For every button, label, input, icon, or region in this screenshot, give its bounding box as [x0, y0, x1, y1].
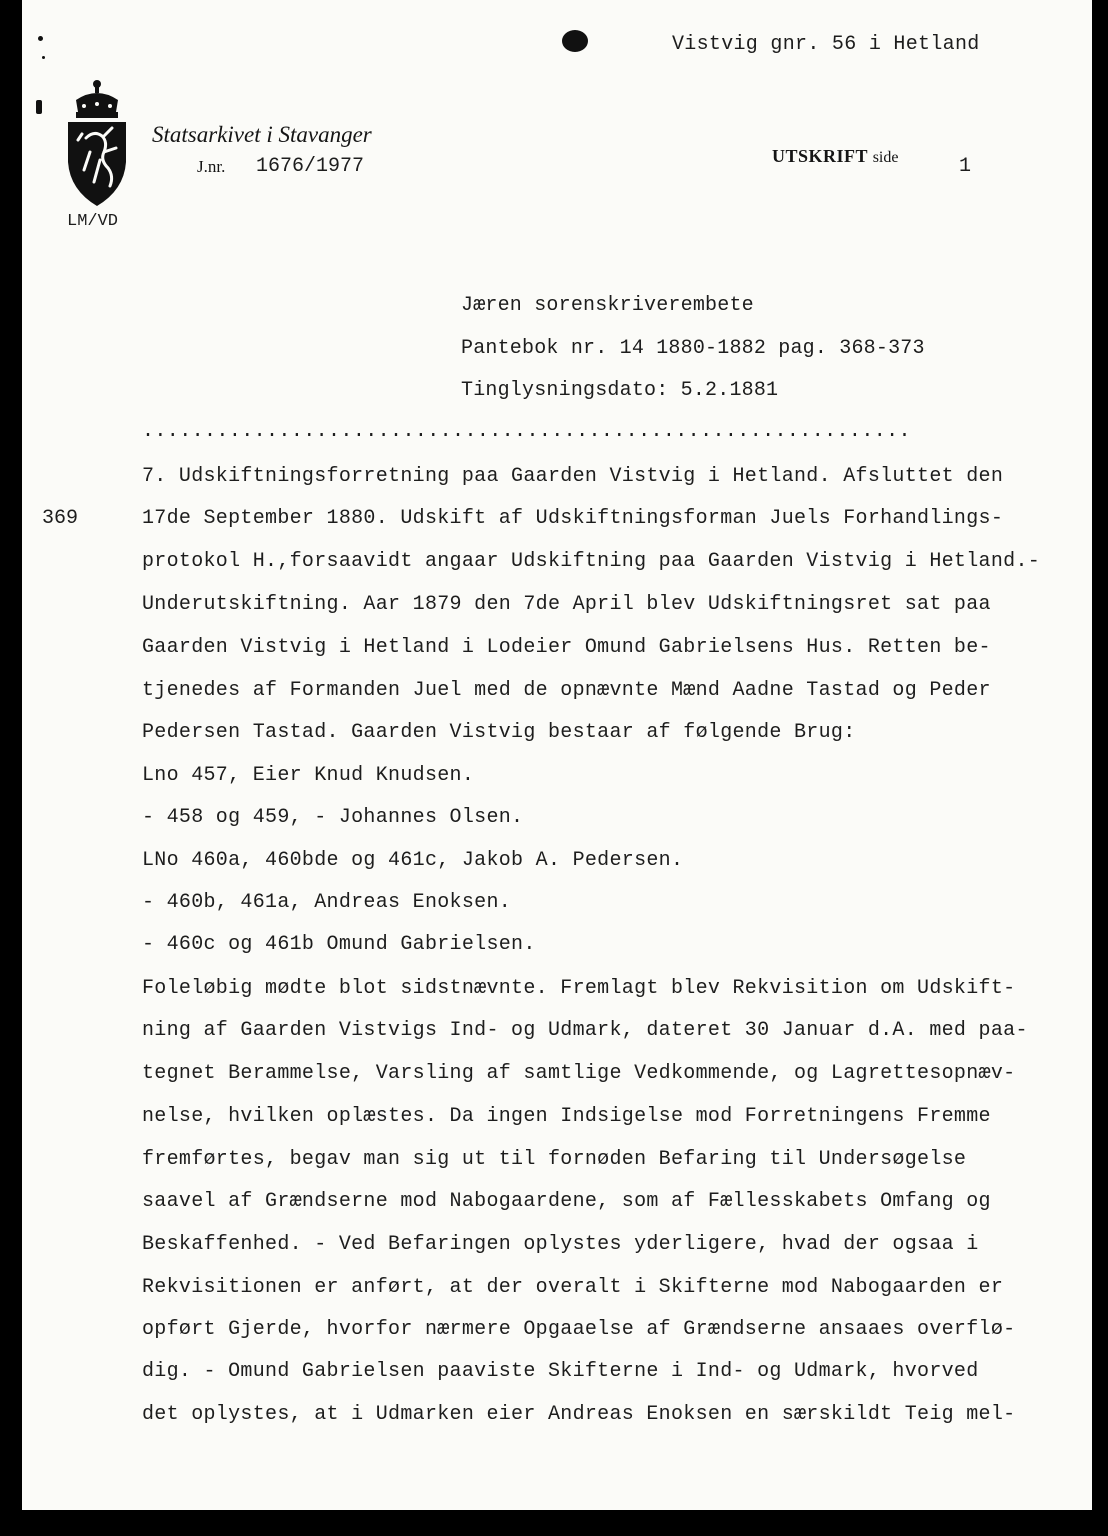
- margin-page-note: 369: [42, 507, 79, 530]
- body-line: Foleløbig mødte blot sidstnævnte. Fremlagt blev Rekvisition om Udskift-: [142, 977, 1016, 1000]
- journal-number-label: J.nr.: [197, 157, 226, 176]
- utskrift-label: UTSKRIFT: [772, 146, 868, 166]
- dotted-separator: ..............................................................: [142, 420, 911, 443]
- source-office: Jæren sorenskriverembete: [461, 294, 754, 317]
- body-line: nelse, hvilken oplæstes. Da ingen Indsigelse mod Forretningens Fremme: [142, 1105, 991, 1128]
- scan-speck: [42, 56, 45, 59]
- body-line: opført Gjerde, hvorfor nærmere Opgaaelse af Grændserne ansaaes overflø-: [142, 1318, 1016, 1341]
- source-date: Tinglysningsdato: 5.2.1881: [461, 379, 779, 402]
- archive-name: Statsarkivet i Stavanger: [152, 122, 372, 147]
- body-line: dig. - Omund Gabrielsen paaviste Skifterne i Ind- og Udmark, hvorved: [142, 1360, 979, 1383]
- side-label: side: [872, 149, 899, 166]
- body-line: protokol H.,forsaavidt angaar Udskiftning paa Gaarden Vistvig i Hetland.-: [142, 550, 1041, 573]
- body-line: ning af Gaarden Vistvigs Ind- og Udmark, dateret 30 Januar d.A. med paa-: [142, 1019, 1028, 1042]
- body-line: Gaarden Vistvig i Hetland i Lodeier Omund Gabrielsens Hus. Retten be-: [142, 636, 991, 659]
- body-line: tjenedes af Formanden Juel med de opnævnte Mænd Aadne Tastad og Peder: [142, 679, 991, 702]
- journal-number: 1676/1977: [256, 155, 365, 178]
- body-line: Pedersen Tastad. Gaarden Vistvig bestaar af følgende Brug:: [142, 721, 856, 744]
- page-number: 1: [959, 155, 972, 178]
- body-line: Underutskiftning. Aar 1879 den 7de April blev Udskiftningsret sat paa: [142, 593, 991, 616]
- body-line: - 460c og 461b Omund Gabrielsen.: [142, 933, 536, 956]
- body-line: Beskaffenhed. - Ved Befaringen oplystes yderligere, hvad der ogsaa i: [142, 1233, 979, 1256]
- body-line: Rekvisitionen er anført, at der overalt i Skifterne mod Nabogaarden er: [142, 1276, 1004, 1299]
- initials: LM/VD: [67, 212, 119, 231]
- scan-speck: [38, 36, 43, 41]
- body-line: 17de September 1880. Udskift af Udskiftningsforman Juels Forhandlings-: [142, 507, 1004, 530]
- document-reference: Vistvig gnr. 56 i Hetland: [672, 33, 980, 56]
- body-line: saavel af Grændserne mod Nabogaardene, som af Fællesskabets Omfang og: [142, 1190, 991, 1213]
- body-line: Lno 457, Eier Knud Knudsen.: [142, 764, 475, 787]
- source-book: Pantebok nr. 14 1880-1882 pag. 368-373: [461, 337, 925, 360]
- body-line: LNo 460a, 460bde og 461c, Jakob A. Pedersen.: [142, 849, 684, 872]
- body-line: tegnet Berammelse, Varsling af samtlige Vedkommende, og Lagrettesopnæv-: [142, 1062, 1016, 1085]
- body-line: fremførtes, begav man sig ut til fornøden Befaring til Undersøgelse: [142, 1148, 967, 1171]
- coat-of-arms-icon: [64, 78, 130, 210]
- body-line: det oplystes, at i Udmarken eier Andreas Enoksen en særskildt Teig mel-: [142, 1403, 1016, 1426]
- scan-speck: [36, 100, 42, 114]
- body-line: 7. Udskiftningsforretning paa Gaarden Vistvig i Hetland. Afsluttet den: [142, 465, 1004, 488]
- body-line: - 460b, 461a, Andreas Enoksen.: [142, 891, 512, 914]
- utskrift-heading: [772, 146, 898, 167]
- scan-speck: [562, 30, 588, 52]
- body-line: - 458 og 459, - Johannes Olsen.: [142, 806, 524, 829]
- document-page: [22, 0, 1092, 1510]
